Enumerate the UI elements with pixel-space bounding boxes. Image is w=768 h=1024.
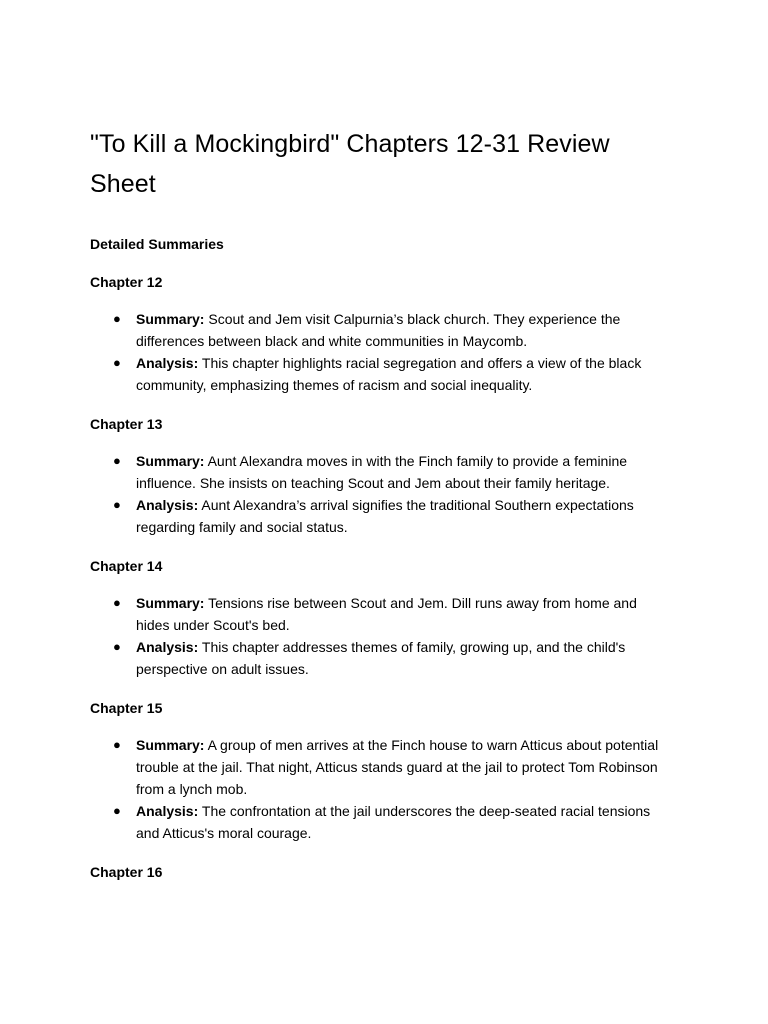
chapter-bullet-list (90, 734, 678, 844)
item-label: Summary: (136, 737, 205, 753)
summary-item (113, 450, 678, 494)
chapter-section-13 (90, 414, 678, 538)
chapter-heading: Chapter 13 (90, 416, 163, 432)
chapter-bullet-list (90, 450, 678, 538)
bullet-icon: ● (113, 595, 121, 610)
item-label: Analysis: (136, 639, 199, 655)
chapter-section-15 (90, 698, 678, 844)
summary-item (113, 308, 678, 352)
analysis-item (113, 800, 678, 844)
item-text: This chapter addresses themes of family, growing up, and the child's perspective on adult issues. (136, 639, 626, 677)
chapter-bullet-list (90, 592, 678, 680)
bullet-icon: ● (113, 497, 121, 512)
item-text: Aunt Alexandra’s arrival signifies the traditional Southern expectations regarding family and social status. (136, 497, 634, 535)
analysis-item (113, 494, 678, 538)
item-text: Tensions rise between Scout and Jem. Dill runs away from home and hides under Scout's bed. (136, 595, 637, 633)
item-text: This chapter highlights racial segregation and offers a view of the black community, emphasizing themes of racism and social inequality. (136, 355, 642, 393)
chapter-bullet-list (90, 308, 678, 396)
item-label: Summary: (136, 595, 205, 611)
chapter-section-12 (90, 272, 678, 396)
chapter-heading: Chapter 14 (90, 558, 163, 574)
item-label: Analysis: (136, 355, 199, 371)
bullet-icon: ● (113, 639, 121, 654)
item-label: Analysis: (136, 803, 199, 819)
item-text: The confrontation at the jail underscores the deep-seated racial tensions and Atticus's moral courage. (136, 803, 651, 841)
chapter-section-14 (90, 556, 678, 680)
section-heading: Detailed Summaries (90, 236, 224, 252)
item-label: Summary: (136, 311, 205, 327)
chapter-heading: Chapter 12 (90, 274, 163, 290)
summary-item (113, 592, 678, 636)
bullet-icon: ● (113, 803, 121, 818)
bullet-icon: ● (113, 355, 121, 370)
analysis-item (113, 352, 678, 396)
chapter-section-16 (90, 862, 678, 882)
chapter-heading: Chapter 16 (90, 864, 163, 880)
analysis-item (113, 636, 678, 680)
bullet-icon: ● (113, 311, 121, 326)
item-label: Summary: (136, 453, 205, 469)
item-text: Aunt Alexandra moves in with the Finch family to provide a feminine influence. She insists on teaching Scout and Jem about their family heritage. (136, 453, 628, 491)
bullet-icon: ● (113, 453, 121, 468)
item-label: Analysis: (136, 497, 199, 513)
summary-item (113, 734, 678, 800)
bullet-icon: ● (113, 737, 121, 752)
item-text: Scout and Jem visit Calpurnia’s black church. They experience the differences between black and white communities in Maycomb. (136, 311, 621, 349)
document-title: "To Kill a Mockingbird" Chapters 12-31 Review Sheet (90, 130, 610, 198)
item-text: A group of men arrives at the Finch house to warn Atticus about potential trouble at the jail. That night, Atticus stands guard at the jail to protect Tom Robinson from a lynch mob. (136, 737, 659, 797)
chapter-heading: Chapter 15 (90, 700, 163, 716)
